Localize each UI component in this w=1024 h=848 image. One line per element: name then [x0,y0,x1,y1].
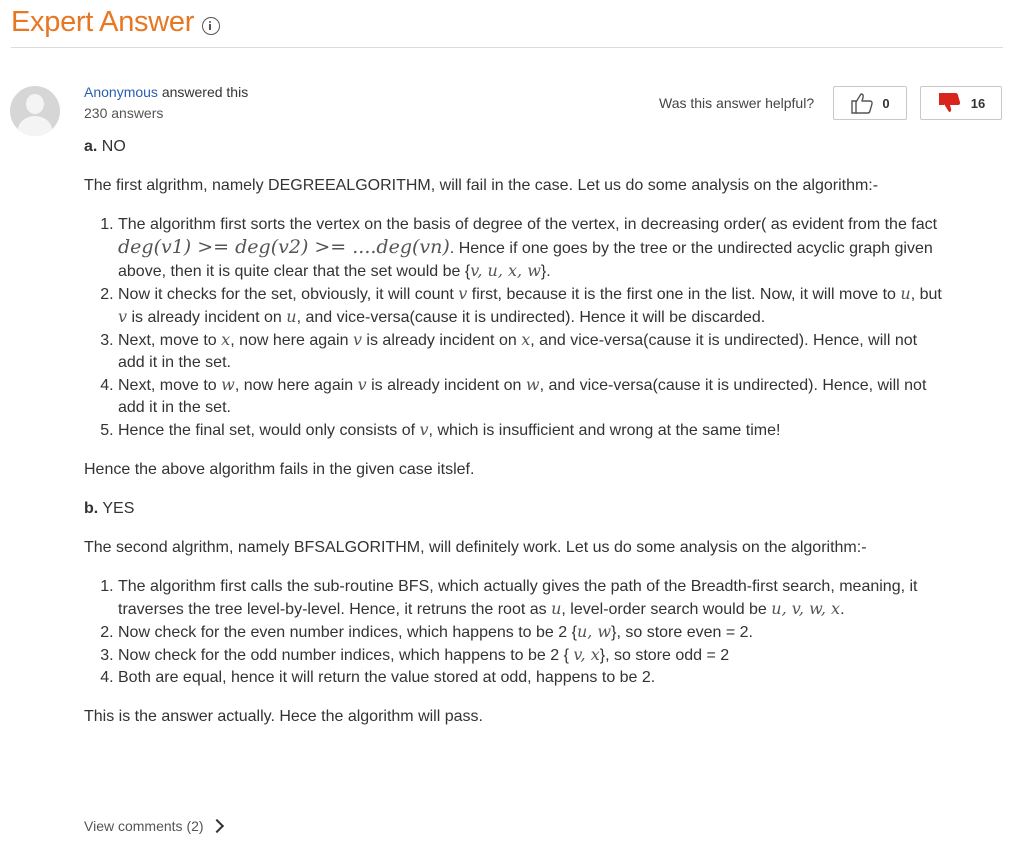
list-item: 4. Next, move to w, now here again v is already incident on w, and vice-versa(cause it is undirected). Hence, will not add it in the set. [118,374,944,419]
list-item: 5. Hence the final set, would only consists of v, which is insufficient and wrong at the same time! [118,419,944,442]
thumbs-up-button[interactable] [833,86,907,120]
part-a-intro: The first algrithm, namely DEGREEALGORITHM, will fail in the case. Let us do some analysis on the algorithm:- [84,177,879,194]
part-b-steps [84,576,944,689]
list-item: 3. Now check for the odd number indices, which happens to be 2 { v, x}, so store odd = 2 [118,644,944,667]
view-comments-link[interactable] [84,818,222,834]
thumbs-up-icon [850,92,874,114]
part-a-steps [84,214,944,442]
part-b-conclusion: This is the answer actually. Hece the algorithm will pass. [84,708,483,725]
list-item: 4. Both are equal, hence it will return the value stored at odd, happens to be 2. [118,667,944,689]
part-b-heading: b. YES [84,500,135,517]
upvote-count: 0 [882,95,890,111]
author-answer-count: 230 answers [84,105,164,121]
header-divider [11,47,1003,48]
info-icon[interactable] [202,17,220,35]
chevron-right-icon [209,819,223,833]
part-a-conclusion: Hence the above algorithm fails in the given case itslef. [84,461,475,478]
list-item: 3. Next, move to x, now here again v is already incident on x, and vice-versa(cause it is undirected). Hence, will not add it in the set. [118,329,944,374]
downvote-count: 16 [970,95,986,111]
list-item: 1. The algorithm first sorts the vertex on the basis of degree of the vertex, in decreasing order( as evident from the fact deg(v1) >= deg(v2) >= ....deg(vn). Hence if one goes by the tree or the undirected acyclic graph given above, then it is quite clear that the set would be {v, u, x, w}. [118,214,944,283]
author-name-link[interactable]: Anonymous [84,84,158,100]
list-item: 1. The algorithm first calls the sub-routine BFS, which actually gives the path of the Breadth-first search, meaning, it traverses the tree level-by-level. Hence, it retruns the root as u, level-order search would be u, v, w, x. [118,576,944,621]
list-item: 2. Now check for the even number indices, which happens to be 2 {u, w}, so store even = 2. [118,621,944,644]
thumbs-down-icon [937,92,963,114]
list-item: 2. Now it checks for the set, obviously, it will count v first, because it is the first one in the list. Now, it will move to u, but v is already incident on u, and vice-versa(cause it is undirected). Hence it will be discarded. [118,283,944,329]
helpful-label: Was this answer helpful? [659,95,815,111]
answer-body [84,134,944,728]
part-a-heading: a. NO [84,138,126,155]
author-action: answered this [161,84,249,100]
avatar [10,86,60,136]
view-comments-label: View comments (2) [84,818,204,834]
page-title: Expert Answer [11,6,195,38]
thumbs-down-button[interactable] [920,86,1002,120]
expert-answer-title [11,6,220,39]
part-b-intro: The second algrithm, namely BFSALGORITHM, will definitely work. Let us do some analysis on the algorithm:- [84,539,867,556]
author-line [84,84,248,100]
